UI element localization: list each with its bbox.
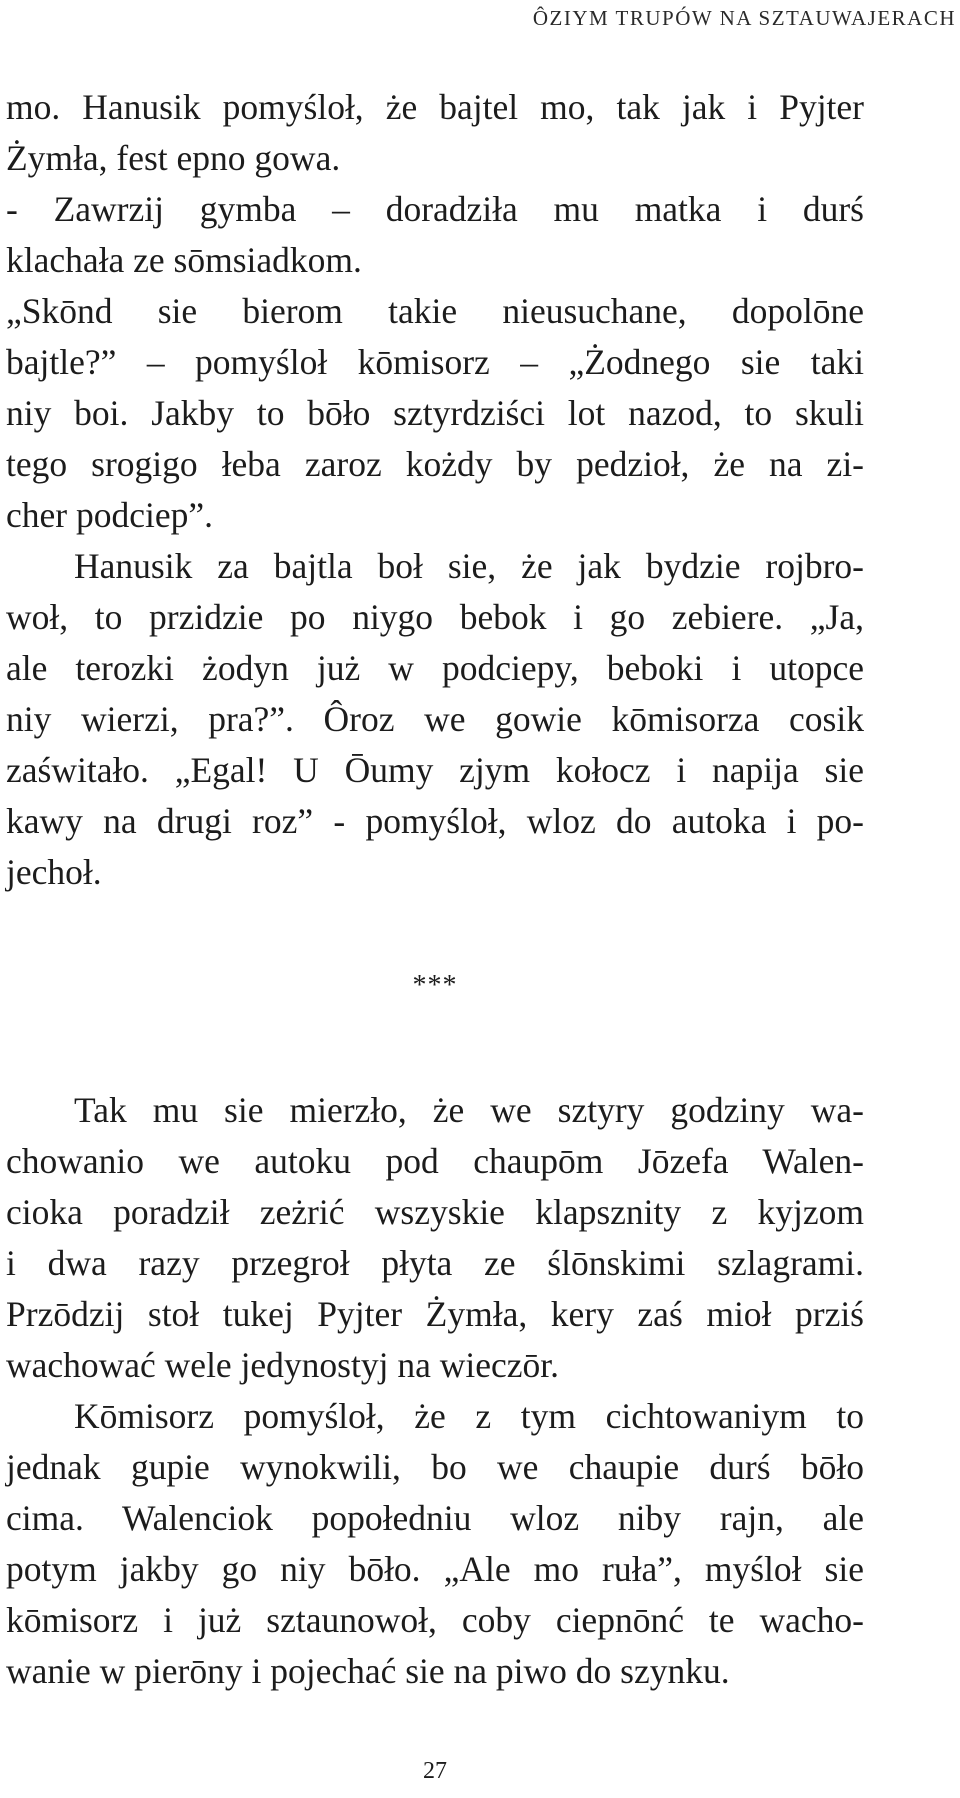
text-line: wachować wele jedynostyj na wieczōr. xyxy=(6,1345,559,1385)
text-line: i dwa razy przegroł płyta ze ślōnskimi szlagrami. xyxy=(6,1243,864,1283)
text-line: wanie w pierōny i pojechać sie na piwo do szynku. xyxy=(6,1651,730,1691)
text-line: Przōdzij stoł tukej Pyjter Żymła, kery zaś mioł prziś xyxy=(6,1294,864,1334)
body-text-section-1 xyxy=(6,82,864,898)
text-line: chowanio we autoku pod chaupōm Jōzefa Walen- xyxy=(6,1141,864,1181)
text-line: ale terozki żodyn już w podciepy, beboki i utopce xyxy=(6,648,864,688)
text-line: kōmisorz i już sztaunowoł, coby ciepnōnć te wacho- xyxy=(6,1600,864,1640)
body-text-section-2 xyxy=(6,1085,864,1697)
text-line: „Skōnd sie bierom takie nieusuchane, dopolōne xyxy=(6,291,864,331)
text-line: cima. Walenciok popołedniu wloz niby rajn, ale xyxy=(6,1498,864,1538)
text-line: Żymła, fest epno gowa. xyxy=(6,138,341,178)
text-line: cher podciep”. xyxy=(6,495,213,535)
text-line: potym jakby go niy bōło. „Ale mo ruła”, myśloł sie xyxy=(6,1549,864,1589)
text-line: woł, to przidzie po niygo bebok i go zebiere. „Ja, xyxy=(6,597,864,637)
page-number: 27 xyxy=(423,1758,447,1784)
text-line: tego srogigo łeba zaroz kożdy by pedzioł, że na zi- xyxy=(6,444,864,484)
section-separator: *** xyxy=(412,970,458,1001)
text-line: zaświtało. „Egal! U Ōumy zjym kołocz i napija sie xyxy=(6,750,864,790)
text-line: niy boi. Jakby to bōło sztyrdziści lot nazod, to skuli xyxy=(6,393,864,433)
text-line: kawy na drugi roz” - pomyśloł, wloz do autoka i po- xyxy=(6,801,864,841)
running-header: ÔZIYM TRUPÓW NA SZTAUWAJERACH xyxy=(532,6,956,30)
text-line: jechoł. xyxy=(6,852,102,892)
text-line: Tak mu sie mierzło, że we sztyry godziny wa- xyxy=(74,1090,864,1130)
text-line: - Zawrzij gymba – doradziła mu matka i durś xyxy=(6,189,864,229)
text-line: cioka poradził zeżrić wszyskie klapsznity z kyjzom xyxy=(6,1192,864,1232)
text-line: klachała ze sōmsiadkom. xyxy=(6,240,362,280)
text-line: jednak gupie wynokwili, bo we chaupie durś bōło xyxy=(6,1447,864,1487)
text-line: Hanusik za bajtla boł sie, że jak bydzie rojbro- xyxy=(74,546,864,586)
text-line: bajtle?” – pomyśloł kōmisorz – „Żodnego sie taki xyxy=(6,342,864,382)
text-line: mo. Hanusik pomyśloł, że bajtel mo, tak jak i Pyjter xyxy=(6,87,864,127)
text-line: niy wierzi, pra?”. Ôroz we gowie kōmisorza cosik xyxy=(6,699,864,739)
text-line: Kōmisorz pomyśloł, że z tym cichtowaniym to xyxy=(74,1396,864,1436)
